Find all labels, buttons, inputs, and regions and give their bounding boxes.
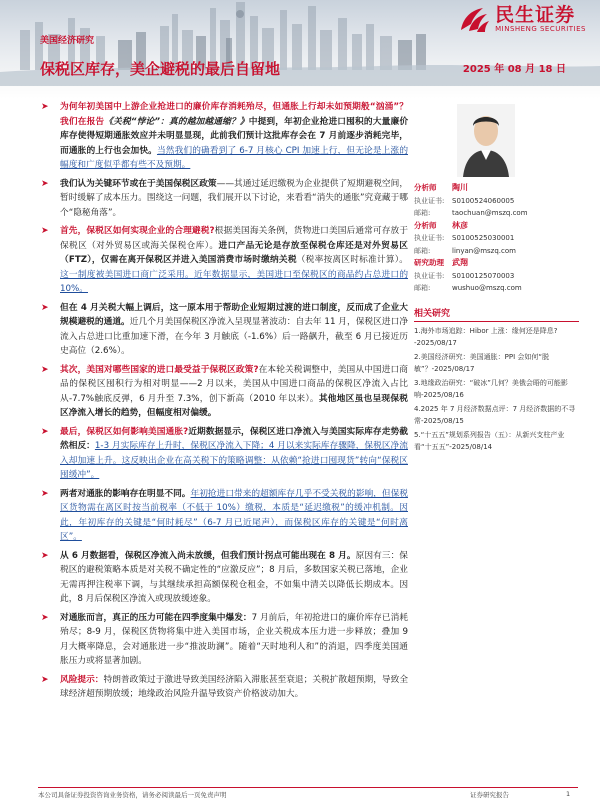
footer-label: 证券研究报告 xyxy=(470,791,509,799)
header-banner xyxy=(0,0,600,100)
p2-lead: 我们认为关键环节或在于美国保税区政策 xyxy=(60,178,217,189)
related-item[interactable]: 2.美国经济研究：美国通胀：PPI 会如何“脱敏”？-2025/08/17 xyxy=(414,353,550,373)
p3-bold: 进口产品无论是存放至保税仓库还是对外贸易区（FTZ），仅需在离开保税区并进入美国消费市场时缴纳关税 xyxy=(60,240,408,265)
analyst-photo xyxy=(457,104,515,177)
p1-body: 中提到，年初企业抢进口囤积的大量廉价库存使得短期通胀效应并未明显显现，此前我们预计这批库存会在 7 月前逐步消耗完毕，而通胀的上行也会加快。 xyxy=(60,116,409,156)
p6-bold: 近期数据显示，保税区进口净流入与美国实际库存走势截然相反： xyxy=(60,426,408,451)
p7-lead: 两者对通胀的影响存在明显不同。 xyxy=(60,488,191,499)
p5-body: 在本轮关税调整中，美国从中国进口商品的保税区囤积行为相对明显——2 月以来，美国从中国进口商品的保税区净流入占比从-7.7%触底反弹，6 月升至 7.3%，创下新高（2010 年以来）。 xyxy=(60,364,408,404)
analyst-name: 林彦 xyxy=(452,220,468,230)
p3-note-2: 近年数据显示，美国进口至保税区的商品约占总进口的 10%。 xyxy=(60,269,409,294)
related-item[interactable]: 4.2025 年 7 月经济数据点评：7 月经济数据的不寻常-2025/08/15 xyxy=(414,405,576,425)
bullet-arrow-icon: ➤ xyxy=(41,426,49,437)
p7-body: 年初抢进口带来的超额库存几乎不受关税的影响，但保税区货物需在离区时按当前税率（不低于 10%）缴税，本质是“延迟缴税”的缓冲机制。因此，年初库存的关键是“何时耗尽”（6-7 月已近尾声），而保税区库存的关键是“何时离区”。 xyxy=(60,488,409,542)
analyst-2 xyxy=(414,220,579,258)
p1-lead: 为何年初美国中上游企业抢进口的廉价库存消耗殆尽，但通胀上行却未如预期般“汹涌”？我们在报告 xyxy=(60,102,408,127)
p2-body: ——其通过延迟缴税为企业提供了短期避税空间，暂时缓解了成本压力。围绕这一问题，我们展开以下讨论，来看看“消失的通胀”究竟藏于哪个“隐秘角落”。 xyxy=(60,178,409,218)
bullet-arrow-icon: ➤ xyxy=(41,302,49,313)
page-title: 保税区库存，美企避税的最后自留地 xyxy=(40,60,281,78)
paragraph-6 xyxy=(38,425,408,483)
p1-note: 当然我们的确看到了 6-7 月核心 CPI 加速上行，但无论是上涨的幅度和广度似乎都有些不及预期。 xyxy=(60,145,409,170)
analyst-name: 陶川 xyxy=(452,183,468,192)
bullet-arrow-icon: ➤ xyxy=(41,178,49,189)
risk-body: 特朗普政策过于激进导致美国经济陷入滞胀甚至衰退；关税扩散超预期，导致全球经济超预期放缓；地缘政治风险升温导致资产价格波动加大。 xyxy=(60,674,409,699)
report-type: 美国经济研究 xyxy=(40,36,95,46)
paragraph-2 xyxy=(38,177,408,221)
paragraph-3 xyxy=(38,224,408,297)
analyst-role: 研究助理 xyxy=(414,258,444,267)
bullet-arrow-icon: ➤ xyxy=(41,102,49,112)
risk-label: 风险提示： xyxy=(60,674,104,685)
paragraph-9 xyxy=(38,611,408,669)
logo-text-cn: 民生证券 xyxy=(495,3,576,26)
bullet-arrow-icon: ➤ xyxy=(41,550,49,561)
footer-disclaimer: 本公司具备证券投资咨询业务资格，请务必阅读最后一页免责声明 xyxy=(38,791,227,799)
bullet-arrow-icon: ➤ xyxy=(41,674,49,685)
analyst-email[interactable]: wushuo@mszq.com xyxy=(452,284,522,292)
analyst-1 xyxy=(414,182,579,220)
cert-number: S0100524060005 xyxy=(452,196,515,205)
cert-label: 执业证书: xyxy=(414,271,445,280)
cert-number: S0100125070003 xyxy=(452,271,515,280)
main-content xyxy=(38,100,408,706)
logo-text-en: MINSHENG SECURITIES xyxy=(495,24,586,33)
related-item[interactable]: 1.海外市场追踪：Hibor 上涨：缘何还是降息? -2025/08/17 xyxy=(414,327,558,347)
analyst-role: 分析师 xyxy=(414,220,437,230)
cert-number: S0100525030001 xyxy=(452,234,515,242)
cert-label: 执业证书: xyxy=(414,196,445,205)
p8-lead: 从 6 月数据看，保税区净流入尚未放缓，但我们预计拐点可能出现在 8 月。 xyxy=(60,550,356,561)
p3-note-1: 这一制度被美国进口商广泛采用。 xyxy=(60,269,194,280)
email-label: 邮箱: xyxy=(414,284,431,292)
bullet-arrow-icon: ➤ xyxy=(41,226,49,236)
p9-body: 7 月前后，年初抢进口的廉价库存已消耗殆尽；8-9 月，保税区货物将集中进入美国市场，企业关税成本压力进一步释放；叠加 9 月大概率降息，会对通胀进一步“推波助澜”。随着“天时地利人和”的消退，四季度美国通胀压力或将显著加剧。 xyxy=(60,612,409,666)
p3-lead: 首先，保税区如何实现企业的合理避税? xyxy=(60,226,215,236)
analyst-list xyxy=(414,182,579,295)
related-research-list xyxy=(414,326,579,456)
p6-note: 1-3 月实际库存上升时，保税区净流入下降；4 月以来实际库存骤降，保税区净流入却加速上升。这反映出企业在高关税下的策略调整：从依赖“抢进口囤现货”转向“保税区囤缓冲”。 xyxy=(60,441,409,480)
company-logo xyxy=(457,4,586,34)
related-research-heading: 相关研究 xyxy=(414,306,579,322)
p1-report-link[interactable]: 《关税“悖论”：真的越加越通缩？》 xyxy=(104,116,249,127)
email-label: 邮箱: xyxy=(414,209,431,217)
related-item[interactable]: 3.地缘政治研究：“破冰”几何？美俄会晤的可能影响-2025/08/16 xyxy=(414,379,568,399)
p5-lead: 其次，美国对哪些国家的进口最受益于保税区政策? xyxy=(60,364,259,375)
analyst-3 xyxy=(414,257,579,295)
bullet-arrow-icon: ➤ xyxy=(41,364,49,375)
cert-label: 执业证书: xyxy=(414,234,445,242)
analyst-email[interactable]: linyan@mszq.com xyxy=(452,246,516,255)
logo-mark-icon xyxy=(457,4,491,34)
paragraph-4 xyxy=(38,301,408,359)
analyst-role: 分析师 xyxy=(414,183,437,192)
p3-body: 根据美国海关条例，货物进口美国后通常可存放于保税区（对外贸易区或海关保税仓库）。 xyxy=(60,226,409,251)
p9-lead: 对通胀而言，真正的压力可能在四季度集中爆发： xyxy=(60,612,252,623)
paragraph-7 xyxy=(38,487,408,545)
analyst-name: 武翔 xyxy=(452,258,468,267)
p8-body: 原因有三：保税区的避税策略本质是对关税不确定性的“应激反应”；8 月后，多数国家关税已落地，企业无需再押注税率下调，与其继续承担高额保税仓租金，不如集中清关以降低长期成本。因此，8 月后保税区净流入或现放缓迹象。 xyxy=(60,550,408,604)
p5-bold: 其他地区虽也呈现保税区净流入增长的趋势，但幅度相对偏缓。 xyxy=(60,393,408,418)
p6-lead: 最后，保税区如何影响美国通胀? xyxy=(60,426,189,437)
p3-paren: （税率按离区时标准计算）。 xyxy=(296,255,408,265)
bullet-arrow-icon: ➤ xyxy=(41,488,49,499)
p4-lead: 但在 4 月关税大幅上调后，这一原本用于帮助企业短期过渡的进口制度，反而成了企业大规模避税的通道。 xyxy=(60,302,408,327)
bullet-arrow-icon: ➤ xyxy=(41,612,49,623)
paragraph-5 xyxy=(38,363,408,421)
p4-body: 近几个月美国保税区净流入呈现显著波动：自去年 11 月，保税区进口净流入占总进口比重加速下滑，在今年 3 月触底（-1.6%）后一路飙升，截至 6 月已接近历史高位（2.6%）。 xyxy=(60,317,409,356)
footer-divider xyxy=(38,787,578,788)
report-date: 2025 年 08 月 18 日 xyxy=(462,64,566,75)
paragraph-1 xyxy=(38,100,408,173)
analyst-email[interactable]: taochuan@mszq.com xyxy=(452,209,528,217)
related-item[interactable]: 5.“十五五”规划系列报告（五）：从新兴支柱产业看“十五五”-2025/08/14 xyxy=(414,431,565,451)
page-number: 1 xyxy=(566,790,571,798)
paragraph-8 xyxy=(38,549,408,607)
paragraph-10 xyxy=(38,673,408,702)
email-label: 邮箱: xyxy=(414,246,431,255)
